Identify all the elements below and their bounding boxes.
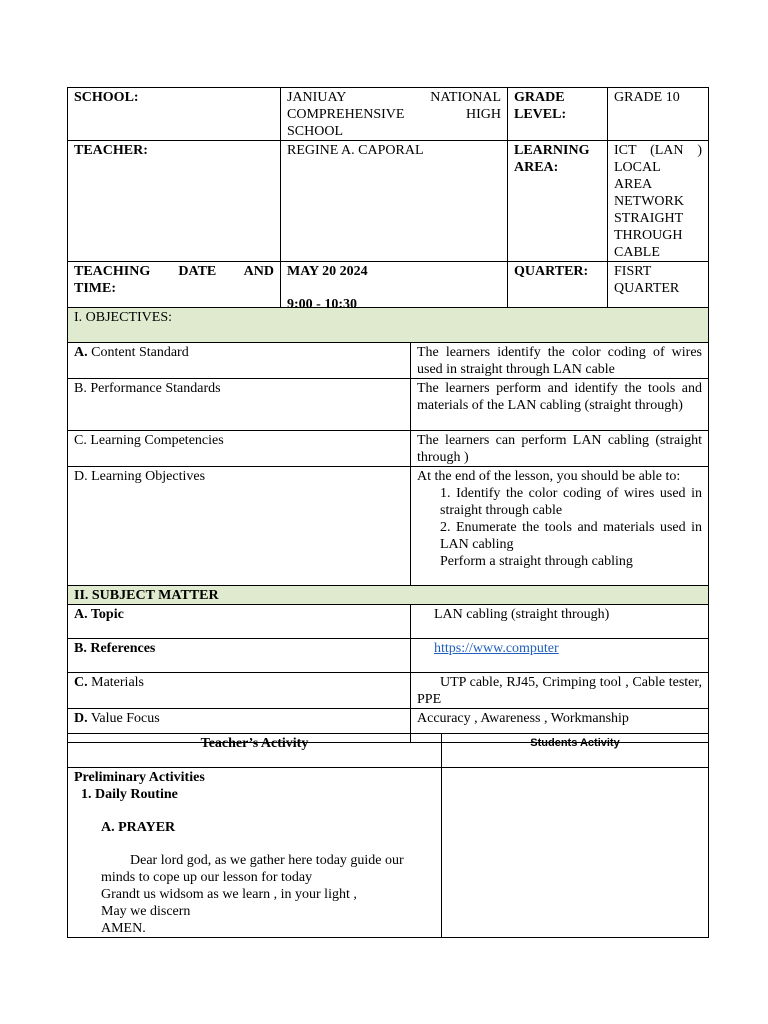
value-focus-value: Accuracy , Awareness , Workmanship (411, 709, 709, 743)
school-label: SCHOOL: (68, 88, 281, 141)
prayer-text: Dear lord god, as we gather here today guide our minds to cope up our lesson for today Grandt us widsom as we learn , in your light , May we discern AMEN. (101, 853, 404, 936)
objective-item: 2. Enumerate the tools and materials used in LAN cabling (440, 520, 702, 552)
objectives-heading: I. OBJECTIVES: (68, 308, 709, 343)
students-activity-heading: Students Activity (442, 734, 709, 768)
preliminary-heading: Preliminary Activities (74, 770, 205, 785)
school-value: JANIUAY NATIONAL COMPREHENSIVE HIGH SCHOOL (281, 88, 508, 141)
content-standard-label: A. Content Standard (68, 343, 411, 379)
topic-label: A. Topic (68, 605, 411, 639)
area-label: LEARNING AREA: (508, 141, 608, 262)
topic-value: LAN cabling (straight through) (411, 605, 709, 639)
references-label: B. References (68, 639, 411, 673)
students-activity-cell (442, 768, 709, 938)
objectives-table (67, 307, 709, 743)
prayer-heading: A. PRAYER (101, 820, 176, 835)
materials-label: C. Materials (68, 673, 411, 709)
time-value: 9:00 - 10:30 (287, 297, 357, 312)
materials-value: UTP cable, RJ45, Crimping tool , Cable tester, PPE (411, 673, 709, 709)
performance-standards-label: B. Performance Standards (68, 379, 411, 431)
competencies-label: C. Learning Competencies (68, 431, 411, 467)
quarter-value: FISRT QUARTER (608, 262, 709, 314)
header-table (67, 87, 709, 314)
quarter-label: QUARTER: (508, 262, 608, 314)
learning-objectives-value: At the end of the lesson, you should be able to: 1. Identify the color coding of wires used in straight through cable 2. Enumerate the tools and materials used in LAN cabling Perform a straight through cabling (411, 467, 709, 586)
grade-value: GRADE 10 (608, 88, 709, 141)
teacher-activity-heading: Teacher’s Activity (68, 734, 442, 768)
content-standard-value: The learners identify the color coding of wires used in straight through LAN cable (411, 343, 709, 379)
grade-label: GRADE LEVEL: (508, 88, 608, 141)
references-value (411, 639, 709, 673)
teacher-activity-cell (68, 768, 442, 938)
activity-table (67, 733, 709, 938)
subject-matter-heading: II. SUBJECT MATTER (68, 586, 709, 605)
performance-standards-value: The learners perform and identify the tools and materials of the LAN cabling (straight through) (411, 379, 709, 431)
reference-link[interactable]: https://www.computer (434, 641, 559, 656)
date-label: TEACHING DATE AND TIME: (68, 262, 281, 314)
objective-item: Perform a straight through cabling (440, 554, 633, 569)
objective-item: 1. Identify the color coding of wires used in straight through cable (440, 486, 702, 518)
value-focus-label: D. Value Focus (68, 709, 411, 743)
teacher-label: TEACHER: (68, 141, 281, 262)
learning-objectives-label: D. Learning Objectives (68, 467, 411, 586)
daily-routine-heading: 1. Daily Routine (81, 787, 178, 802)
date-value: MAY 20 2024 9:00 - 10:30 (281, 262, 508, 314)
competencies-value: The learners can perform LAN cabling (straight through ) (411, 431, 709, 467)
area-value: ICT (LAN ) LOCAL AREA NETWORK STRAIGHT THROUGH CABLE (608, 141, 709, 262)
teacher-value: REGINE A. CAPORAL (281, 141, 508, 262)
